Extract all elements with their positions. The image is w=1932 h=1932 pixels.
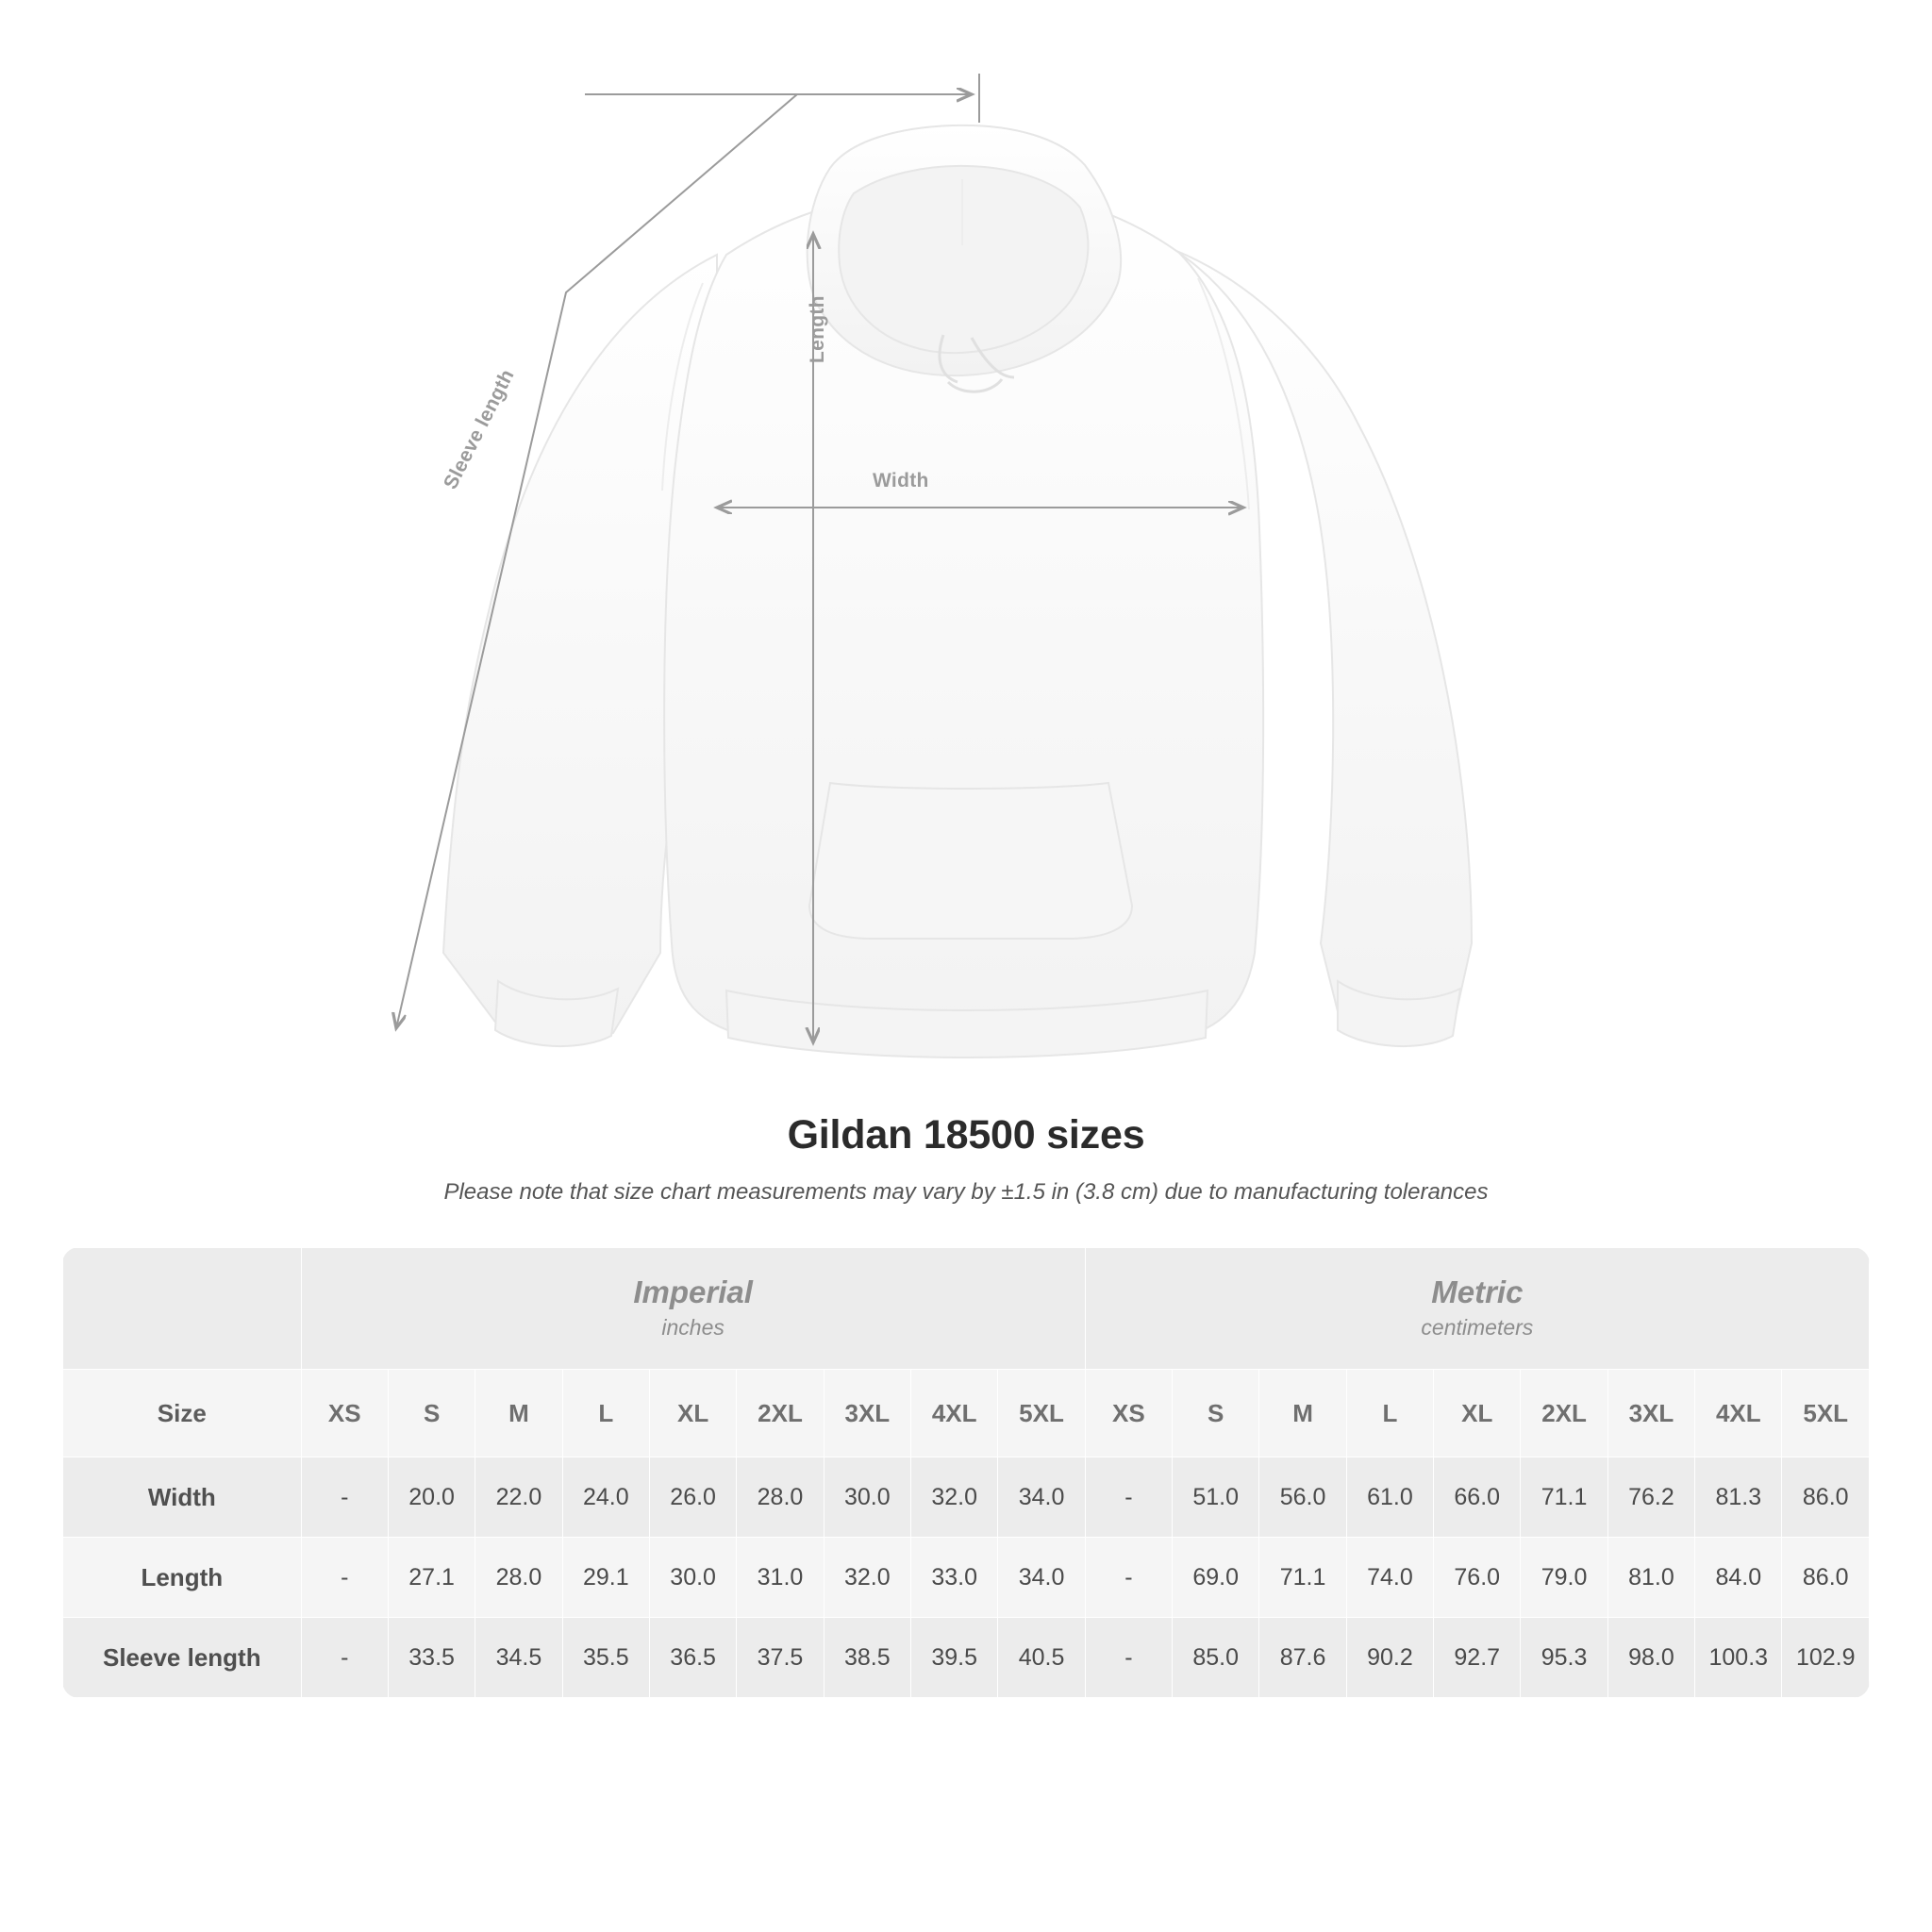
header-size-imperial-xl: XL [649,1370,736,1457]
sleeve-metric-5xl: 102.9 [1782,1618,1870,1698]
header-size-imperial-4xl: 4XL [911,1370,998,1457]
header-size-metric-3xl: 3XL [1607,1370,1694,1457]
sleeve-metric-l: 90.2 [1346,1618,1433,1698]
width-imperial-5xl: 34.0 [998,1457,1085,1538]
length-metric-2xl: 79.0 [1521,1538,1607,1618]
header-size-imperial-2xl: 2XL [737,1370,824,1457]
sleeve-imperial-xl: 36.5 [649,1618,736,1698]
header-size-imperial-l: L [562,1370,649,1457]
header-size-metric-m: M [1259,1370,1346,1457]
header-size-metric-xl: XL [1434,1370,1521,1457]
width-metric-4xl: 81.3 [1695,1457,1782,1538]
unit-header-metric [1085,1248,1869,1370]
length-imperial-3xl: 32.0 [824,1538,910,1618]
width-metric-s: 51.0 [1173,1457,1259,1538]
length-metric-4xl: 84.0 [1695,1538,1782,1618]
row-label-length: Length [63,1538,302,1618]
size-table [62,1247,1870,1698]
length-imperial-2xl: 31.0 [737,1538,824,1618]
length-metric-s: 69.0 [1173,1538,1259,1618]
sleeve-metric-s: 85.0 [1173,1618,1259,1698]
label-sleeve-length: Sleeve length [440,365,519,493]
sleeve-imperial-xs: - [301,1618,388,1698]
header-size-imperial-s: S [388,1370,475,1457]
header-size-metric-5xl: 5XL [1782,1370,1870,1457]
sleeve-imperial-l: 35.5 [562,1618,649,1698]
unit-name-imperial: Imperial [633,1274,753,1310]
sleeve-imperial-3xl: 38.5 [824,1618,910,1698]
header-size-metric-4xl: 4XL [1695,1370,1782,1457]
table-corner [63,1248,302,1370]
width-metric-xs: - [1085,1457,1172,1538]
unit-name-metric: Metric [1431,1274,1524,1310]
width-metric-l: 61.0 [1346,1457,1433,1538]
width-imperial-xl: 26.0 [649,1457,736,1538]
page-title: Gildan 18500 sizes [787,1112,1145,1158]
width-imperial-l: 24.0 [562,1457,649,1538]
length-metric-5xl: 86.0 [1782,1538,1870,1618]
width-imperial-3xl: 30.0 [824,1457,910,1538]
title-block [0,1112,1932,1206]
unit-header-row [63,1248,1870,1370]
sleeve-imperial-2xl: 37.5 [737,1618,824,1698]
width-metric-m: 56.0 [1259,1457,1346,1538]
header-size-metric-xs: XS [1085,1370,1172,1457]
row-label-sleeve-length: Sleeve length [63,1618,302,1698]
width-imperial-s: 20.0 [388,1457,475,1538]
width-metric-3xl: 76.2 [1607,1457,1694,1538]
length-imperial-4xl: 33.0 [911,1538,998,1618]
length-imperial-5xl: 34.0 [998,1538,1085,1618]
length-metric-l: 74.0 [1346,1538,1433,1618]
unit-sub-imperial: inches [661,1315,724,1341]
table-row-sleeve-length [63,1618,1870,1698]
sleeve-imperial-m: 34.5 [475,1618,562,1698]
label-length: Length [807,295,828,363]
width-metric-2xl: 71.1 [1521,1457,1607,1538]
row-label-width: Width [63,1457,302,1538]
table-row-width [63,1457,1870,1538]
sleeve-metric-3xl: 98.0 [1607,1618,1694,1698]
sleeve-metric-m: 87.6 [1259,1618,1346,1698]
tolerance-note: Please note that size chart measurements may vary by ±1.5 in (3.8 cm) due to manufacturing tolerances [443,1179,1489,1205]
label-width: Width [873,470,929,491]
header-size-metric-2xl: 2XL [1521,1370,1607,1457]
table-row-length [63,1538,1870,1618]
header-size-imperial-5xl: 5XL [998,1370,1085,1457]
sleeve-metric-xl: 92.7 [1434,1618,1521,1698]
length-imperial-l: 29.1 [562,1538,649,1618]
length-metric-xs: - [1085,1538,1172,1618]
header-size-imperial-m: M [475,1370,562,1457]
length-imperial-xl: 30.0 [649,1538,736,1618]
length-metric-m: 71.1 [1259,1538,1346,1618]
sleeve-imperial-4xl: 39.5 [911,1618,998,1698]
length-imperial-m: 28.0 [475,1538,562,1618]
size-table-wrapper [62,1247,1870,1698]
width-imperial-m: 22.0 [475,1457,562,1538]
size-header-row [63,1370,1870,1457]
sleeve-imperial-5xl: 40.5 [998,1618,1085,1698]
sleeve-imperial-s: 33.5 [388,1618,475,1698]
unit-sub-metric: centimeters [1421,1315,1534,1341]
width-imperial-xs: - [301,1457,388,1538]
header-size-label: Size [63,1370,302,1457]
header-size-imperial-3xl: 3XL [824,1370,910,1457]
header-size-imperial-xs: XS [301,1370,388,1457]
sleeve-metric-xs: - [1085,1618,1172,1698]
length-metric-xl: 76.0 [1434,1538,1521,1618]
width-imperial-4xl: 32.0 [911,1457,998,1538]
unit-header-imperial [301,1248,1085,1370]
sleeve-metric-4xl: 100.3 [1695,1618,1782,1698]
header-size-metric-s: S [1173,1370,1259,1457]
length-imperial-s: 27.1 [388,1538,475,1618]
width-metric-xl: 66.0 [1434,1457,1521,1538]
width-metric-5xl: 86.0 [1782,1457,1870,1538]
sleeve-metric-2xl: 95.3 [1521,1618,1607,1698]
header-size-metric-l: L [1346,1370,1433,1457]
width-imperial-2xl: 28.0 [737,1457,824,1538]
length-metric-3xl: 81.0 [1607,1538,1694,1618]
length-imperial-xs: - [301,1538,388,1618]
